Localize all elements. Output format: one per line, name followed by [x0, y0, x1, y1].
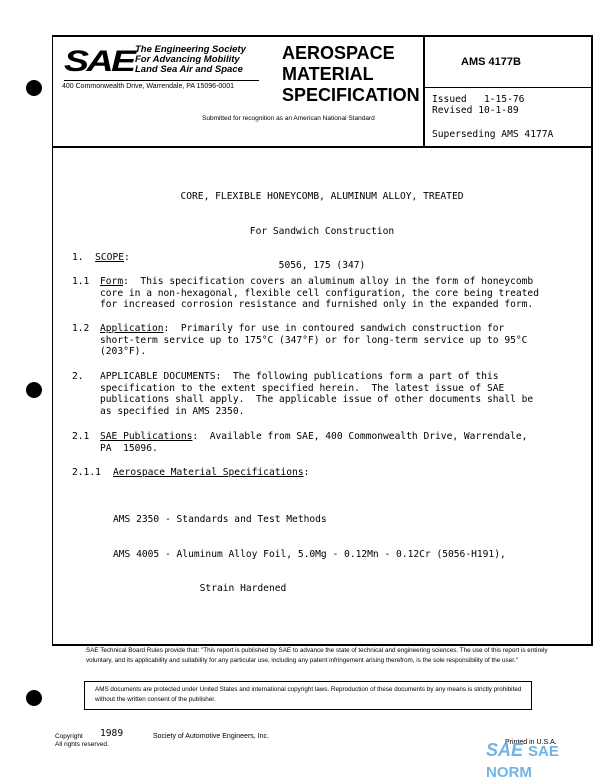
title-line: SPECIFICATION [282, 85, 420, 105]
divider [423, 35, 425, 147]
tagline-line: The Engineering Society [135, 44, 246, 55]
section-heading: SAE Publications [100, 431, 193, 442]
section-heading: Form [100, 276, 124, 287]
section-text: APPLICABLE DOCUMENTS: The following publications form a part of this specification to the extent specified herein. The latest issue of SAE publications shall apply. The applicable issue of other documents shall be as specified in AMS 2350. [100, 371, 534, 417]
section-2-body [100, 371, 533, 417]
copyright-notice: AMS documents are protected under United States and international copyright laws. Reproduction of these documents by any means is strictly prohibited without the written consent of the publisher. [95, 686, 522, 703]
doc-title [282, 43, 420, 106]
section-num: 2. [72, 371, 84, 382]
section-num: 2.1 [72, 431, 90, 442]
sae-norm-watermark [486, 740, 600, 782]
section-2-1-body [100, 431, 527, 454]
copyright-year: 1989 [100, 728, 124, 739]
section-heading: Application [100, 323, 164, 334]
reference-list [113, 491, 506, 606]
section-2-1-1-body [113, 467, 309, 479]
copyright-notice-box [84, 681, 532, 710]
ansi-note: Submitted for recognition as an American National Standard [202, 115, 375, 122]
revised-date: Revised 10-1-89 [432, 105, 519, 116]
society-tagline [135, 45, 246, 75]
section-text: : Primarily for use in contoured sandwich construction for short-term service up to 175°C (347°F) or for long-term service up to 95°C (203°F). [100, 323, 528, 357]
section-text: : [303, 467, 310, 478]
sae-logo: SAE [64, 45, 134, 78]
divider [52, 146, 592, 148]
section-2-1-1 [72, 467, 101, 479]
address: 400 Commonwealth Drive, Warrendale, PA 15096-0001 [62, 83, 234, 90]
section-2 [72, 371, 84, 383]
section-heading: SCOPE [95, 252, 125, 263]
section-text: : This specification covers an aluminum alloy in the form of honeycomb core in a non-hexagonal, flexible cell configuration, the core being treated for increased corrosion resistance and furnished only in the expanded form. [100, 276, 539, 310]
subject-line: CORE, FLEXIBLE HONEYCOMB, ALUMINUM ALLOY, TREATED [180, 191, 464, 202]
section-1-1-body [100, 276, 539, 311]
copyright-text: Copyright [55, 733, 83, 740]
section-1-2 [72, 323, 89, 335]
title-line: MATERIAL [282, 64, 374, 84]
doc-number: AMS 4177B [461, 56, 521, 68]
tagline-line: Land Sea Air and Space [135, 64, 243, 75]
section-1-1 [72, 276, 89, 288]
printed-in: Printed in U.S.A. [505, 739, 557, 746]
divider [64, 80, 259, 81]
issued-date: Issued 1-15-76 [432, 94, 525, 105]
section-text: : Available from SAE, 400 Commonwealth Drive, Warrendale, PA 15096. [100, 431, 528, 454]
superseding: Superseding AMS 4177A [432, 129, 554, 140]
rights-text: All rights reserved. [55, 741, 109, 748]
society-name: Society of Automotive Engineers, Inc. [153, 733, 269, 740]
subject-line: 5056, 175 (347) [278, 260, 366, 271]
section-1-2-body [100, 323, 527, 358]
section-heading: Aerospace Material Specifications [113, 467, 304, 478]
section-num: 2.1.1 [72, 467, 101, 478]
watermark-logo: SAE [486, 740, 524, 760]
technical-board-rules: SAE Technical Board Rules provide that: "This report is published by SAE to advance the state of technical and engineering sciences. The use of this report is entirely voluntary, and its applicability and suitability for any particular use, including any patent infringement arising therefrom, is the sole responsibility of the user." [86, 647, 548, 664]
tagline-line: For Advancing Mobility [135, 54, 240, 65]
punch-hole [26, 690, 42, 706]
section-num: 1.2 [72, 323, 90, 334]
reference-item: AMS 2350 - Standards and Test Methods [113, 514, 327, 525]
reference-item: AMS 4005 - Aluminum Alloy Foil, 5.0Mg - 0.12Mn - 0.12Cr (5056-H191), [113, 548, 506, 560]
punch-hole [26, 382, 42, 398]
section-num: 1. [72, 252, 84, 263]
subject-line: For Sandwich Construction [249, 225, 395, 237]
section-1 [72, 252, 130, 264]
title-line: AEROSPACE [282, 43, 395, 63]
section-2-1 [72, 431, 89, 443]
divider [423, 87, 591, 88]
punch-hole [26, 80, 42, 96]
subject [52, 168, 592, 283]
watermark-text: SAE NORM [486, 743, 559, 781]
section-text: : [124, 252, 130, 263]
reference-item: Strain Hardened [113, 583, 287, 594]
section-num: 1.1 [72, 276, 90, 287]
